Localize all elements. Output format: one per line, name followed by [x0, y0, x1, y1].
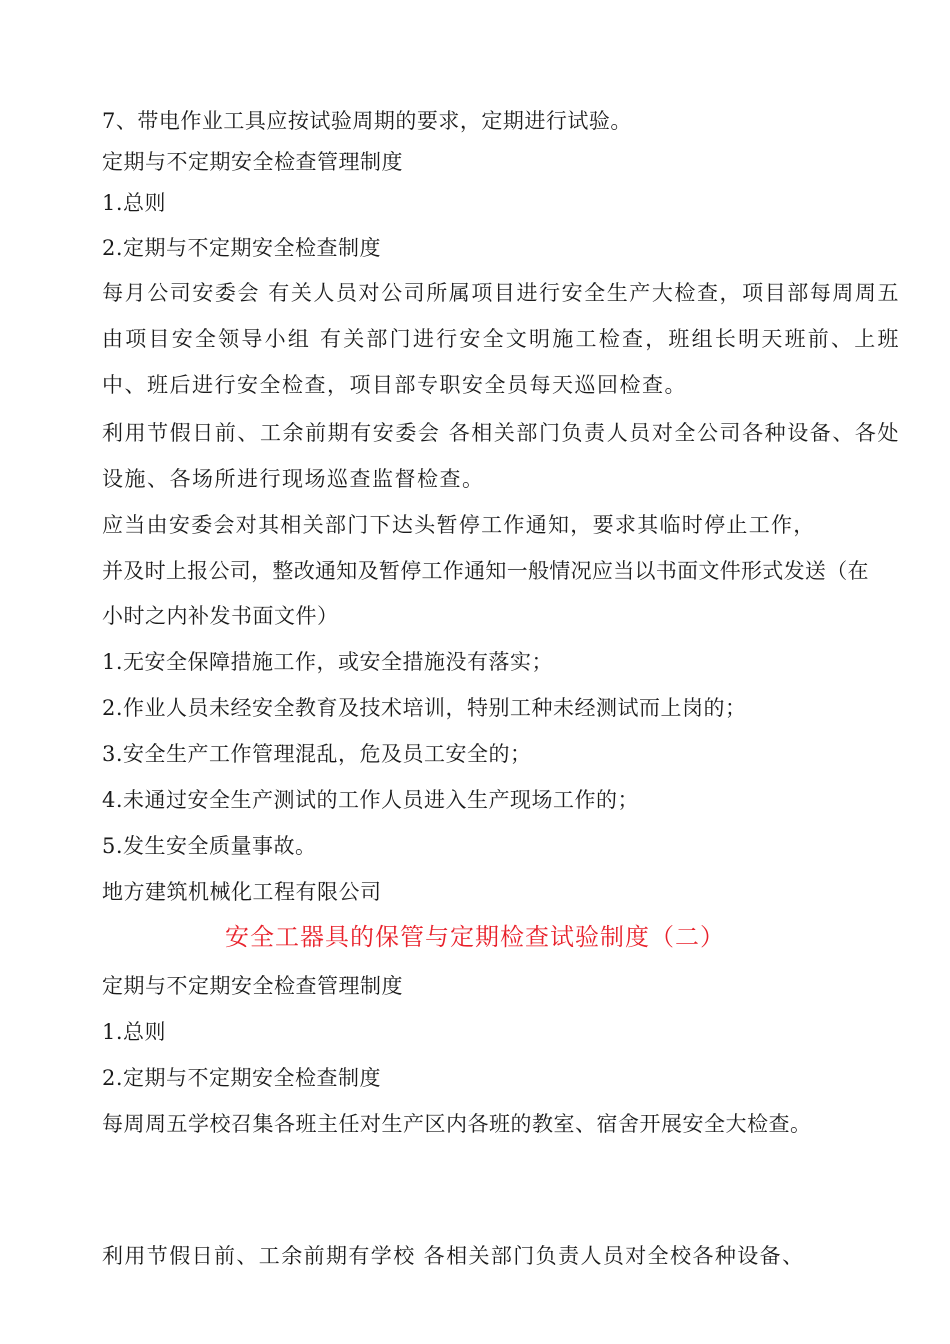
paragraph-monthly-inspection: 每月公司安委会 有关人员对公司所属项目进行安全生产大检查，项目部每周周五由项目安全领导小组 有关部门进行安全文明施工检查，班组长明天班前、上班中、班后进行安全检查，项目部专职安全员每天巡回检查。	[102, 281, 900, 397]
subsection-checks-2: 2.定期与不定期安全检查制度	[102, 1066, 382, 1090]
paragraph-stop-work-line2: 并及时上报公司，整改通知及暂停工作通知一般情况应当以书面文件形式发送（在	[102, 559, 869, 583]
list-item: 4.未通过安全生产测试的工作人员进入生产现场工作的；	[102, 788, 640, 812]
company-name: 地方建筑机械化工程有限公司	[102, 880, 382, 904]
subsection-general: 1.总则	[102, 191, 167, 215]
section-heading: 定期与不定期安全检查管理制度	[102, 150, 403, 174]
paragraph-stop-work-line1: 应当由安委会对其相关部门下达头暂停工作通知，要求其临时停止工作，	[102, 513, 816, 537]
list-item: 2.作业人员未经安全教育及技术培训，特别工种未经测试而上岗的；	[102, 696, 747, 720]
list-item: 3.安全生产工作管理混乱，危及员工安全的；	[102, 742, 532, 766]
paragraph-weekly-school-inspection: 每周周五学校召集各班主任对生产区内各班的教室、宿舍开展安全大检查。	[102, 1112, 812, 1136]
list-item: 1.无安全保障措施工作，或安全措施没有落实；	[102, 650, 554, 674]
section-heading-2: 定期与不定期安全检查管理制度	[102, 974, 403, 998]
subsection-general-2: 1.总则	[102, 1020, 167, 1044]
document-title: 安全工器具的保管与定期检查试验制度（二）	[225, 923, 725, 951]
paragraph-stop-work-line3: 小时之内补发书面文件）	[102, 604, 339, 628]
subsection-checks: 2.定期与不定期安全检查制度	[102, 236, 382, 260]
paragraph-holiday-inspection: 利用节假日前、工余前期有安委会 各相关部门负责人员对全公司各种设备、各处设施、各场所进行现场巡查监督检查。	[102, 421, 900, 491]
paragraph-holiday-school-inspection: 利用节假日前、工余前期有学校 各相关部门负责人员对全校各种设备、	[102, 1244, 805, 1268]
item-7: 7、带电作业工具应按试验周期的要求，定期进行试验。	[102, 109, 632, 133]
list-item: 5.发生安全质量事故。	[102, 834, 317, 858]
